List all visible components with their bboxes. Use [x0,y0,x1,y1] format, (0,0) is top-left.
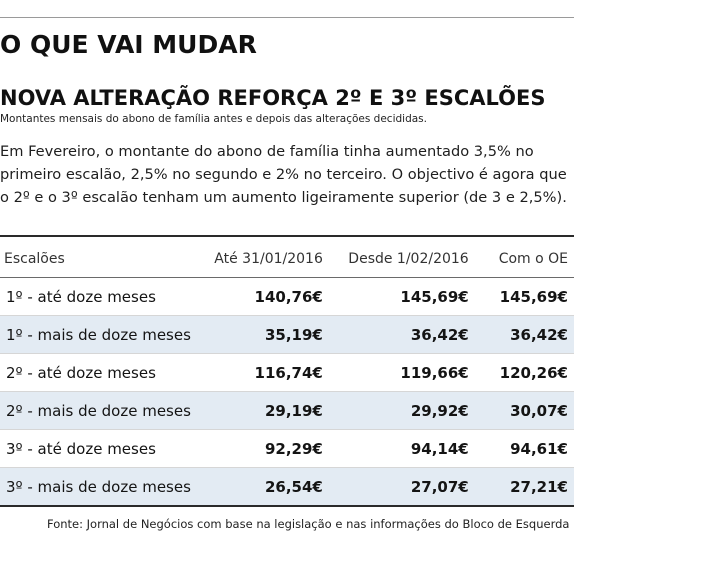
row-label: 2º - até doze meses [0,354,204,392]
cell-desde: 145,69€ [325,278,471,316]
header-desde: Desde 1/02/2016 [325,240,471,278]
cell-ate: 35,19€ [204,316,325,354]
table-row [0,278,574,316]
table-row [0,392,574,430]
table-row [0,316,574,354]
cell-ate: 116,74€ [204,354,325,392]
cell-com-oe: 120,26€ [471,354,574,392]
row-label: 1º - mais de doze meses [0,316,204,354]
cell-desde: 27,07€ [325,468,471,507]
header-ate: Até 31/01/2016 [204,240,325,278]
row-label: 1º - até doze meses [0,278,204,316]
table-row [0,354,574,392]
cell-ate: 92,29€ [204,430,325,468]
table-row [0,468,574,507]
table-header-row [0,240,574,278]
cell-com-oe: 94,61€ [471,430,574,468]
intro-paragraph: Em Fevereiro, o montante do abono de família tinha aumentado 3,5% no primeiro escalão, 2,5% no segundo e 2% no terceiro. O objectivo é agora que o 2º e o 3º escalão tenham um aumento ligeiramente superior (de 3 e 2,5%). [0,143,567,206]
cell-desde: 94,14€ [325,430,471,468]
cell-com-oe: 36,42€ [471,316,574,354]
cell-desde: 36,42€ [325,316,471,354]
table-row [0,430,574,468]
cell-ate: 26,54€ [204,468,325,507]
cell-desde: 119,66€ [325,354,471,392]
cell-com-oe: 27,21€ [471,468,574,507]
table-top-rule [0,235,574,237]
cell-com-oe: 145,69€ [471,278,574,316]
cell-ate: 140,76€ [204,278,325,316]
top-rule [0,17,574,18]
abono-table [0,240,574,507]
table-caption: Montantes mensais do abono de família antes e depois das alterações decididas. [0,113,427,125]
row-label: 2º - mais de doze meses [0,392,204,430]
header-escaloes: Escalões [0,240,204,278]
cell-desde: 29,92€ [325,392,471,430]
section-subtitle: NOVA ALTERAÇÃO REFORÇA 2º E 3º ESCALÕES [0,86,546,110]
source-note: Fonte: Jornal de Negócios com base na legislação e nas informações do Bloco de Esquerda [47,517,570,531]
header-com-oe: Com o OE [471,240,574,278]
row-label: 3º - mais de doze meses [0,468,204,507]
row-label: 3º - até doze meses [0,430,204,468]
cell-ate: 29,19€ [204,392,325,430]
page-title: O QUE VAI MUDAR [0,30,257,59]
cell-com-oe: 30,07€ [471,392,574,430]
